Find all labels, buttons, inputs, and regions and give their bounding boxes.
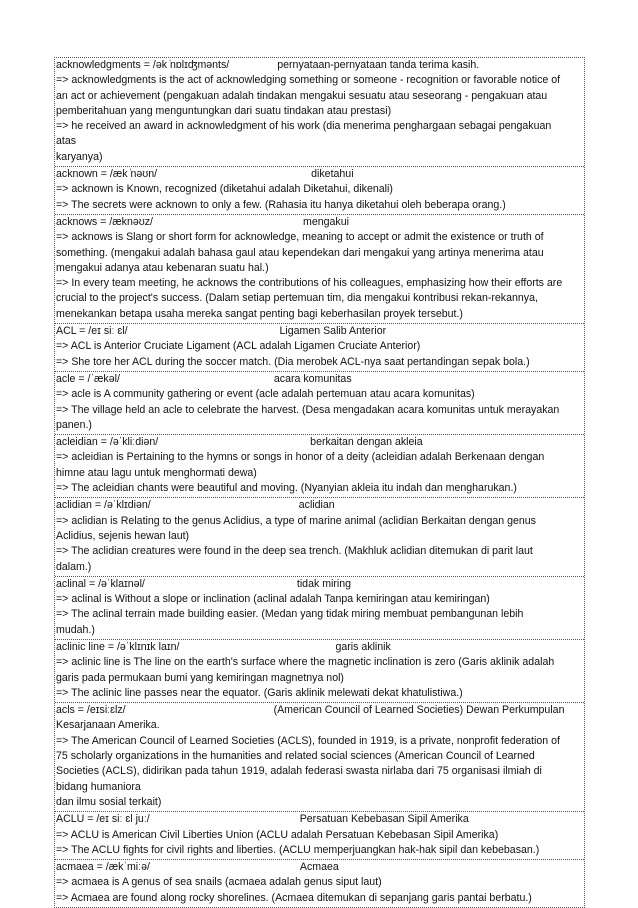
entry-text-line: pemberitahuan yang menguntungkan dari suatu tindakan atau prestasi) (56, 104, 392, 117)
entry-text-line: something. (mengakui adalah bahasa gaul atau kependekan dari mengakui yang artinya menerima atau (56, 246, 544, 259)
entry-text-line: => acknows is Slang or short form for acknowledge, meaning to accept or admit the existence or truth of (56, 231, 544, 244)
entry-translation: berkaitan dengan akleia (310, 436, 423, 449)
entry-text-line: => acknown is Known, recognized (diketahui adalah Diketahui, dikenali) (56, 183, 393, 196)
entry-text-line: => The American Council of Learned Societies (ACLS), founded in 1919, is a private, nonprofit federation of (56, 734, 560, 747)
entry-term: aclidian = /əˈklɪdiən/ (56, 499, 151, 512)
entry-heading (56, 640, 583, 655)
entry-text-line: bidang humaniora (56, 780, 141, 793)
entry-heading (56, 58, 583, 73)
glossary-entry (55, 435, 584, 498)
glossary-entry (55, 58, 584, 167)
entry-heading (56, 167, 583, 182)
entry-text-line: crucial to the project's success. (Dalam setiap pertemuan tim, dia mengakui kontribusi rekan-rekannya, (56, 292, 538, 305)
entry-text-line: => aclinal is Without a slope or inclination (aclinal adalah Tanpa kemiringan atau kemiringan) (56, 593, 490, 606)
entry-term: ACLU = /eɪ siː ɛl juː/ (56, 813, 150, 826)
glossary-entry (55, 498, 584, 576)
entry-text-line: karyanya) (56, 150, 103, 163)
entry-heading (56, 324, 583, 339)
entry-text-line: mengakui adanya atau kebenaran suatu hal.) (56, 261, 269, 274)
entry-translation: Ligamen Salib Anterior (279, 325, 387, 338)
entry-heading (56, 577, 583, 592)
entry-text-line: => ACL is Anterior Cruciate Ligament (ACL adalah Ligamen Cruciate Anterior) (56, 340, 421, 353)
entry-text-line: => aclinic line is The line on the earth's surface where the magnetic inclination is zero (Garis aklinik adalah (56, 656, 555, 669)
entry-text-line: an act or achievement (pengakuan adalah tindakan mengakui sesuatu atau seseorang - pengakuan atau (56, 89, 548, 102)
entry-text-line: => In every team meeting, he acknows the contributions of his colleagues, emphasizing how their efforts are (56, 277, 563, 290)
entry-text-line: => acmaea is A genus of sea snails (acmaea adalah genus siput laut) (56, 876, 382, 889)
glossary-entry (55, 703, 584, 812)
entry-term: aclinal = /əˈklaɪnəl/ (56, 577, 145, 590)
entry-text-line: => acle is A community gathering or event (acle adalah pertemuan atau acara komunitas) (56, 388, 475, 401)
entry-text-line: => The aclidian creatures were found in the deep sea trench. (Makhluk aclidian ditemukan di parit laut (56, 545, 533, 558)
glossary-table (54, 57, 585, 908)
entry-translation: (American Council of Learned Societies) Dewan Perkumpulan (273, 704, 565, 717)
entry-text-line: => She tore her ACL during the soccer match. (Dia merobek ACL-nya saat pertandingan sepak bola.) (56, 355, 530, 368)
entry-heading (56, 703, 583, 718)
entry-text-line: => acleidian is Pertaining to the hymns or songs in honor of a deity (acleidian adalah Berkenaan dengan (56, 451, 545, 464)
entry-text-line: dalam.) (56, 560, 92, 573)
entry-term: ACL = /eɪ siː ɛl/ (56, 325, 128, 338)
entry-text-line: menekankan betapa usaha mereka sangat penting bagi keberhasilan proyek tersebut.) (56, 307, 463, 320)
entry-heading (56, 498, 583, 513)
entry-translation: mengakui (303, 215, 349, 228)
glossary-entry (55, 860, 584, 907)
entry-heading (56, 812, 583, 827)
entry-text-line: Kesarjanaan Amerika. (56, 719, 160, 732)
entry-heading (56, 372, 583, 387)
entry-translation: pernyataan-pernyataan tanda terima kasih. (277, 59, 480, 71)
entry-term: acle = /ˈækəl/ (56, 372, 120, 385)
entry-text-line: dan ilmu sosial terkait) (56, 795, 162, 808)
glossary-entry (55, 640, 584, 703)
glossary-entry (55, 215, 584, 324)
entry-text-line: 75 scholarly organizations in the humanities and related social sciences (American Council of Learned (56, 750, 535, 763)
entry-text-line: Aclidius, sejenis hewan laut) (56, 529, 190, 542)
entry-translation: aclidian (298, 499, 335, 512)
entry-term: acknowledgments = /ək ̍nɒlɪʤmənts/ (56, 59, 230, 71)
entry-text-line: Societies (ACLS), didirikan pada tahun 1919, adalah federasi swasta nirlaba dari 75 organisasi ilmiah di (56, 765, 542, 778)
entry-translation: tidak miring (296, 577, 352, 590)
glossary-entry (55, 324, 584, 372)
entry-heading (56, 860, 583, 875)
entry-translation: garis aklinik (335, 640, 391, 653)
entry-text-line: => The ACLU fights for civil rights and liberties. (ACLU memperjuangkan hak-hak sipil dan kebebasan.) (56, 843, 540, 856)
entry-text-line: atas (56, 135, 77, 148)
entry-translation: diketahui (311, 168, 354, 181)
entry-term: acknown = /æk ̍nəʊn/ (56, 168, 158, 181)
entry-text-line: => The aclinal terrain made building easier. (Medan yang tidak miring membuat pembangunan lebih (56, 608, 524, 621)
entry-text-line: => aclidian is Relating to the genus Aclidius, a type of marine animal (aclidian Berkaitan dengan genus (56, 514, 536, 527)
entry-text-line: => The acleidian chants were beautiful and moving. (Nyanyian akleia itu indah dan mengharukan.) (56, 482, 517, 495)
entry-text-line: panen.) (56, 418, 92, 431)
entry-translation: Acmaea (299, 861, 339, 874)
entry-text-line: => The village held an acle to celebrate the harvest. (Desa mengadakan acara komunitas untuk merayakan (56, 403, 560, 416)
glossary-entry (55, 167, 584, 215)
entry-term: aclinic line = /əˈklɪnɪk laɪn/ (56, 640, 180, 653)
entry-text-line: => The aclinic line passes near the equator. (Garis aklinik melewati dekat khatulistiwa.) (56, 686, 463, 699)
entry-text-line: garis pada permukaan bumi yang kemiringan magnetnya nol) (56, 671, 344, 684)
entry-term: acls = /eɪsiːɛlz/ (56, 704, 126, 717)
entry-term: acmaea = /ækˈmiːə/ (56, 861, 150, 874)
entry-translation: Persatuan Kebebasan Sipil Amerika (299, 813, 469, 826)
entry-heading (56, 215, 583, 230)
glossary-entry (55, 372, 584, 435)
glossary-entry (55, 577, 584, 640)
entry-text-line: => ACLU is American Civil Liberties Union (ACLU adalah Persatuan Kebebasan Sipil Amerika) (56, 828, 499, 841)
entry-heading (56, 435, 583, 450)
entry-text-line: himne atau lagu untuk menghormati dewa) (56, 466, 257, 479)
entry-translation: acara komunitas (273, 372, 352, 385)
entry-text-line: => Acmaea are found along rocky shorelines. (Acmaea ditemukan di sepanjang garis pantai berbatu.) (56, 891, 532, 904)
entry-text-line: => acknowledgments is the act of acknowledging something or someone - recognition or favorable notice of (56, 74, 561, 87)
glossary-entry (55, 812, 584, 860)
entry-text-line: => The secrets were acknown to only a few. (Rahasia itu hanya diketahui oleh beberapa orang.) (56, 198, 506, 211)
entry-term: acknows = /æknəʊz/ (56, 215, 153, 228)
entry-text-line: => he received an award in acknowledgment of his work (dia menerima penghargaan sebagai pengakuan (56, 120, 552, 133)
entry-text-line: mudah.) (56, 623, 95, 636)
entry-term: acleidian = /əˈkliːdiən/ (56, 436, 159, 449)
